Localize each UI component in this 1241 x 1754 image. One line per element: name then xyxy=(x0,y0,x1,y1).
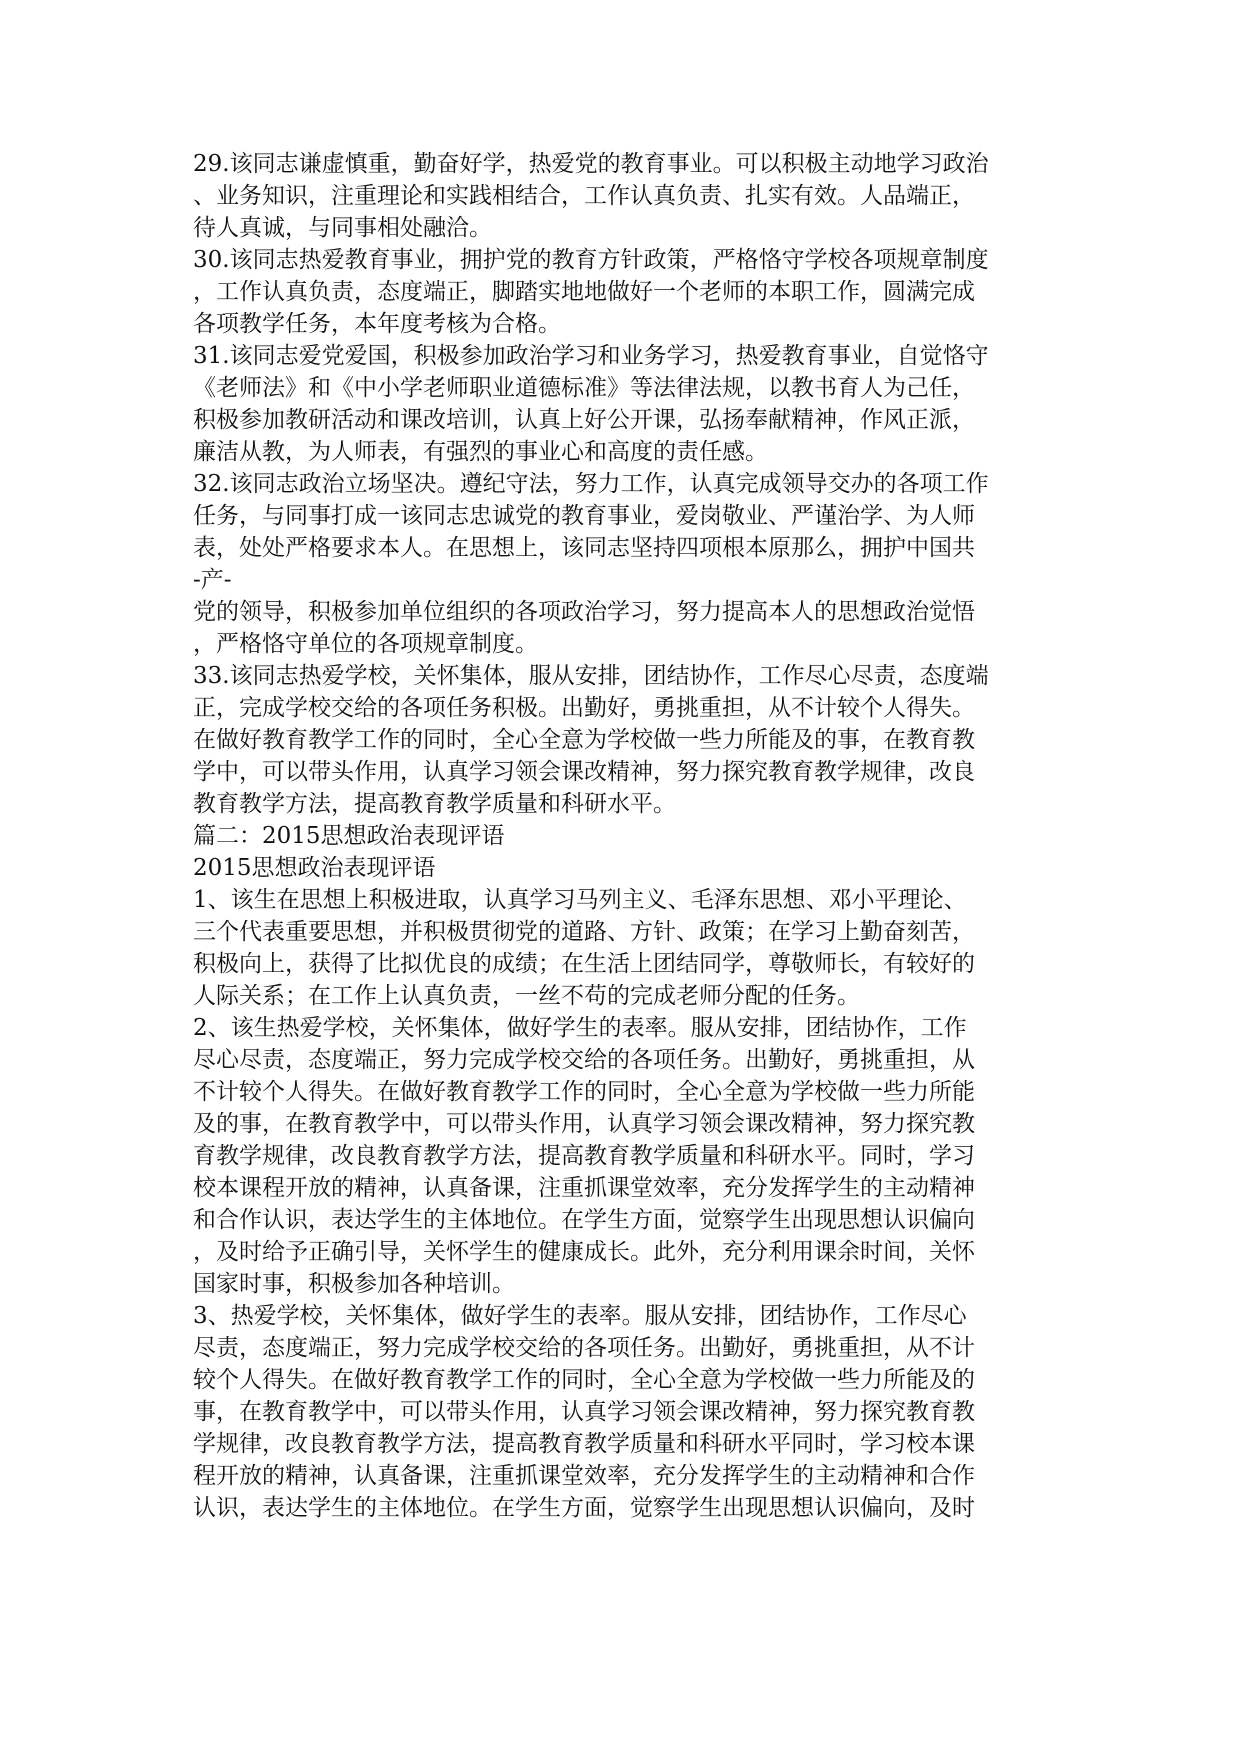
text-line: 学规律，改良教育教学方法，提高教育教学质量和科研水平同时，学习校本课 xyxy=(193,1431,975,1457)
text-line: 较个人得失。在做好教育教学工作的同时，全心全意为学校做一些力所能及的 xyxy=(193,1367,975,1393)
text-line: 3、热爱学校，关怀集体，做好学生的表率。服从安排，团结协作，工作尽心 xyxy=(193,1303,967,1329)
text-line: 程开放的精神，认真备课，注重抓课堂效率，充分发挥学生的主动精神和合作 xyxy=(193,1463,975,1489)
text-line: 人际关系；在工作上认真负责，一丝不苟的完成老师分配的任务。 xyxy=(193,983,860,1009)
text-line: 32.该同志政治立场坚决。遵纪守法，努力工作，认真完成领导交办的各项工作 xyxy=(193,471,989,497)
text-line: 各项教学任务，本年度考核为合格。 xyxy=(193,311,561,337)
text-line: 尽责，态度端正，努力完成学校交给的各项任务。出勤好，勇挑重担，从不计 xyxy=(193,1335,975,1361)
text-line: 正，完成学校交给的各项任务积极。出勤好，勇挑重担，从不计较个人得失。 xyxy=(193,695,975,721)
text-line: 三个代表重要思想，并积极贯彻党的道路、方针、政策；在学习上勤奋刻苦， xyxy=(193,919,975,945)
text-line: 任务，与同事打成一该同志忠诚党的教育事业，爱岗敬业、严谨治学、为人师 xyxy=(193,503,975,529)
text-line: 廉洁从教，为人师表，有强烈的事业心和高度的责任感。 xyxy=(193,439,768,465)
text-line: 33.该同志热爱学校，关怀集体，服从安排，团结协作，工作尽心尽责，态度端 xyxy=(193,663,989,689)
document-body xyxy=(193,148,1073,1524)
text-line: -产- xyxy=(193,567,232,593)
text-line: 待人真诚，与同事相处融洽。 xyxy=(193,215,492,241)
text-line: 及的事，在教育教学中，可以带头作用，认真学习领会课改精神，努力探究教 xyxy=(193,1111,975,1137)
text-line: 、业务知识，注重理论和实践相结合，工作认真负责、扎实有效。人品端正， xyxy=(193,183,975,209)
text-line: 教育教学方法，提高教育教学质量和科研水平。 xyxy=(193,791,676,817)
text-line: 在做好教育教学工作的同时，全心全意为学校做一些力所能及的事，在教育教 xyxy=(193,727,975,753)
text-line: 育教学规律，改良教育教学方法，提高教育教学质量和科研水平。同时，学习 xyxy=(193,1143,975,1169)
text-line: 《老师法》和《中小学老师职业道德标准》等法律法规，以教书育人为己任， xyxy=(193,375,975,401)
text-line: ，工作认真负责，态度端正，脚踏实地地做好一个老师的本职工作，圆满完成 xyxy=(193,279,975,305)
text-line: 31.该同志爱党爱国，积极参加政治学习和业务学习，热爱教育事业，自觉恪守 xyxy=(193,343,989,369)
text-line: 和合作认识，表达学生的主体地位。在学生方面，觉察学生出现思想认识偏向 xyxy=(193,1207,975,1233)
text-line: 国家时事，积极参加各种培训。 xyxy=(193,1271,515,1297)
text-line: ，严格恪守单位的各项规章制度。 xyxy=(193,631,538,657)
text-line: 积极参加教研活动和课改培训，认真上好公开课，弘扬奉献精神，作风正派， xyxy=(193,407,975,433)
text-line: 1、该生在思想上积极进取，认真学习马列主义、毛泽东思想、邓小平理论、 xyxy=(193,887,967,913)
text-line: 篇二：2015思想政治表现评语 xyxy=(193,823,505,849)
text-line: 学中，可以带头作用，认真学习领会课改精神，努力探究教育教学规律，改良 xyxy=(193,759,975,785)
text-line: 尽心尽责，态度端正，努力完成学校交给的各项任务。出勤好，勇挑重担，从 xyxy=(193,1047,975,1073)
text-line: 校本课程开放的精神，认真备课，注重抓课堂效率，充分发挥学生的主动精神 xyxy=(193,1175,975,1201)
text-line: 不计较个人得失。在做好教育教学工作的同时，全心全意为学校做一些力所能 xyxy=(193,1079,975,1105)
text-line: 29.该同志谦虚慎重，勤奋好学，热爱党的教育事业。可以积极主动地学习政治 xyxy=(193,151,989,177)
text-line: 积极向上，获得了比拟优良的成绩；在生活上团结同学，尊敬师长，有较好的 xyxy=(193,951,975,977)
text-line: 2015思想政治表现评语 xyxy=(193,855,436,881)
text-line: 表，处处严格要求本人。在思想上，该同志坚持四项根本原那么，拥护中国共 xyxy=(193,535,975,561)
text-line: 30.该同志热爱教育事业，拥护党的教育方针政策，严格恪守学校各项规章制度 xyxy=(193,247,989,273)
text-line: ，及时给予正确引导，关怀学生的健康成长。此外，充分利用课余时间，关怀 xyxy=(193,1239,975,1265)
text-line: 认识，表达学生的主体地位。在学生方面，觉察学生出现思想认识偏向，及时 xyxy=(193,1495,975,1521)
text-line: 2、该生热爱学校，关怀集体，做好学生的表率。服从安排，团结协作，工作 xyxy=(193,1015,967,1041)
text-line: 党的领导，积极参加单位组织的各项政治学习，努力提高本人的思想政治觉悟 xyxy=(193,599,975,625)
text-line: 事，在教育教学中，可以带头作用，认真学习领会课改精神，努力探究教育教 xyxy=(193,1399,975,1425)
